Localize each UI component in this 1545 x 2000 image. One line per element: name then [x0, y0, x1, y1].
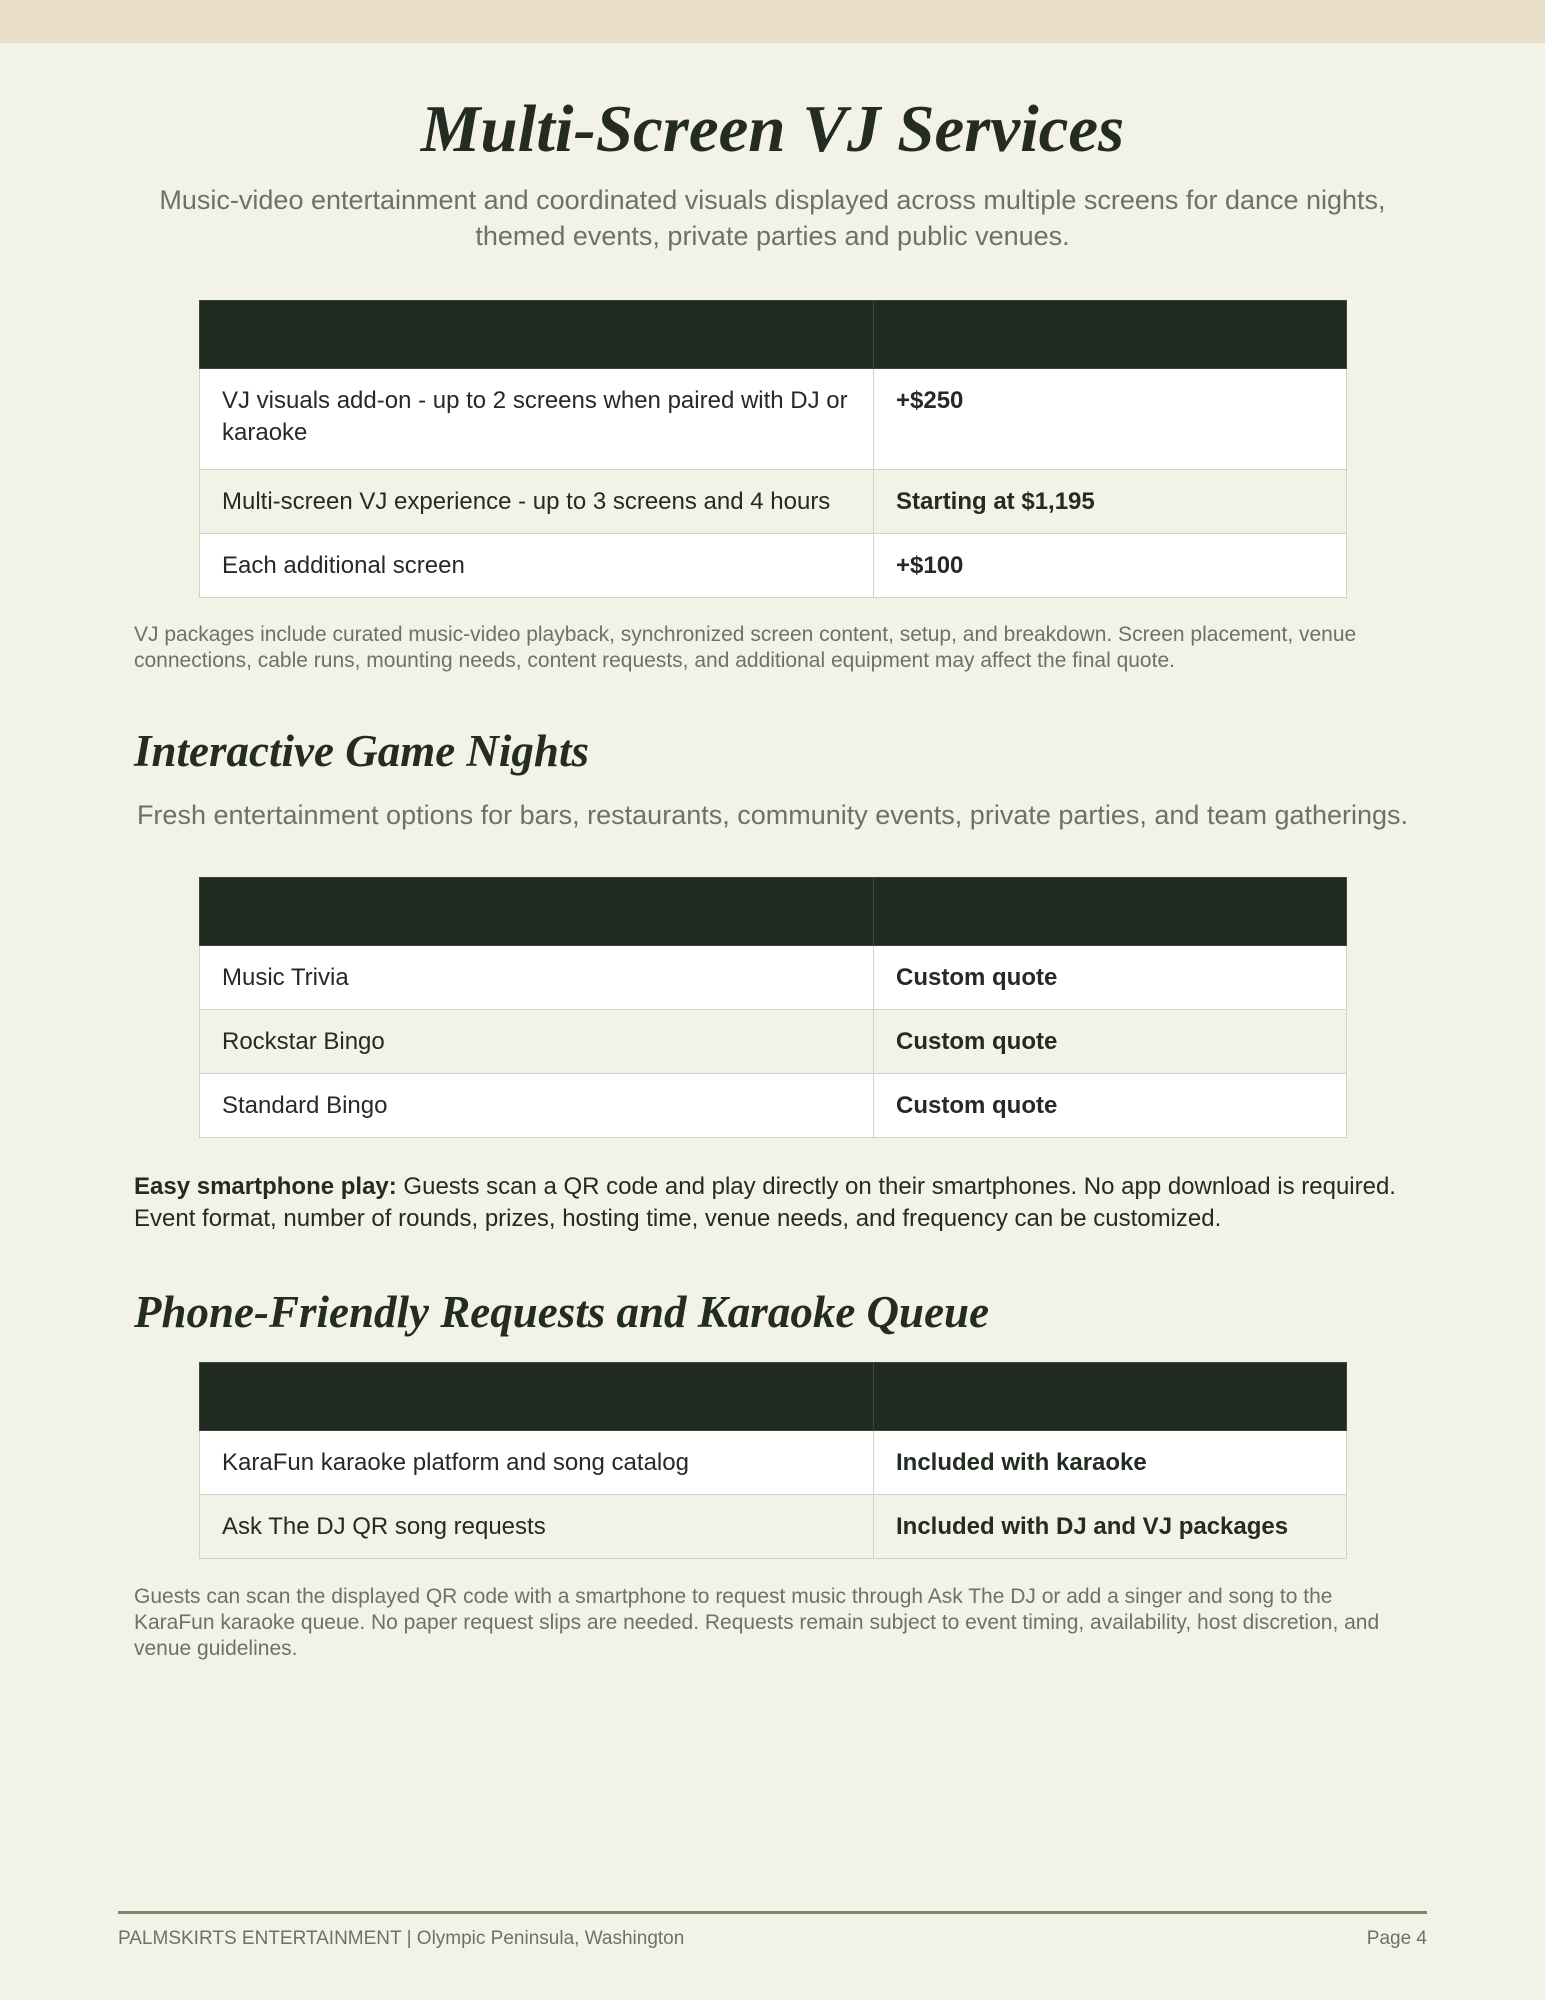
page-subtitle: Music-video entertainment and coordinated visuals displayed across multiple screens for dance nights, themed events, private parties and public venues. [159, 185, 1386, 251]
table-row [200, 1495, 1347, 1559]
page-title: Multi-Screen VJ Services [420, 92, 1125, 166]
table-header-cell-price [874, 878, 1347, 946]
requests-pricing-table [199, 1362, 1347, 1559]
table-row [200, 369, 1347, 470]
requests-note: Guests can scan the displayed QR code with a smartphone to request music through Ask The DJ or add a singer and song to the KaraFun karaoke queue. No paper request slips are needed. Requests remain subject to event timing, availability, host discretion, and venue guidelines. [134, 1585, 1380, 1660]
games-description-lead: Easy smartphone play: [134, 1173, 397, 1200]
table-row [200, 534, 1347, 598]
table-header-cell-price [874, 301, 1347, 369]
top-band [0, 0, 1545, 43]
price-cell: Custom quote [874, 1074, 1347, 1138]
table-row [200, 1431, 1347, 1495]
table-row [200, 1074, 1347, 1138]
table-row [200, 1010, 1347, 1074]
table-header-row [200, 301, 1347, 369]
table-header-row [200, 1363, 1347, 1431]
price-cell: Included with DJ and VJ packages [874, 1495, 1347, 1559]
price-cell: +$250 [874, 369, 1347, 470]
price-cell: Starting at $1,195 [874, 470, 1347, 534]
vj-note: VJ packages include curated music-video playback, synchronized screen content, setup, and breakdown. Screen placement, venue connections, cable runs, mounting needs, content requests, and additional equipment may affect the final quote. [134, 623, 1357, 672]
service-cell: Multi-screen VJ experience - up to 3 screens and 4 hours [200, 470, 874, 534]
table-header-row [200, 878, 1347, 946]
service-cell: Music Trivia [200, 946, 874, 1010]
games-heading: Interactive Game Nights [134, 726, 589, 776]
games-description-text: Guests scan a QR code and play directly on their smartphones. No app download is required. Event format, number of rounds, prizes, hosting time, venue needs, and frequency can be customized. [134, 1173, 1396, 1232]
games-pricing-table [199, 877, 1347, 1138]
requests-heading: Phone-Friendly Requests and Karaoke Queue [134, 1287, 990, 1337]
price-cell: Included with karaoke [874, 1431, 1347, 1495]
footer-company: PALMSKIRTS ENTERTAINMENT | Olympic Peninsula, Washington [118, 1928, 685, 1949]
service-cell: VJ visuals add-on - up to 2 screens when paired with DJ or karaoke [200, 369, 874, 470]
service-cell: Rockstar Bingo [200, 1010, 874, 1074]
price-cell: Custom quote [874, 946, 1347, 1010]
games-intro: Fresh entertainment options for bars, restaurants, community events, private parties, and team gatherings. [136, 800, 1409, 830]
footer-page-number: Page 4 [1366, 1928, 1427, 1949]
table-row [200, 470, 1347, 534]
service-cell: Standard Bingo [200, 1074, 874, 1138]
table-header-cell-service [200, 301, 874, 369]
service-cell: KaraFun karaoke platform and song catalog [200, 1431, 874, 1495]
price-cell: Custom quote [874, 1010, 1347, 1074]
table-header-cell-service [200, 1363, 874, 1431]
service-cell: Each additional screen [200, 534, 874, 598]
games-description [134, 1171, 1424, 1235]
vj-pricing-table [199, 300, 1347, 598]
table-row [200, 946, 1347, 1010]
service-cell: Ask The DJ QR song requests [200, 1495, 874, 1559]
table-header-cell-service [200, 878, 874, 946]
table-header-cell-price [874, 1363, 1347, 1431]
footer-divider [118, 1911, 1427, 1914]
price-cell: +$100 [874, 534, 1347, 598]
